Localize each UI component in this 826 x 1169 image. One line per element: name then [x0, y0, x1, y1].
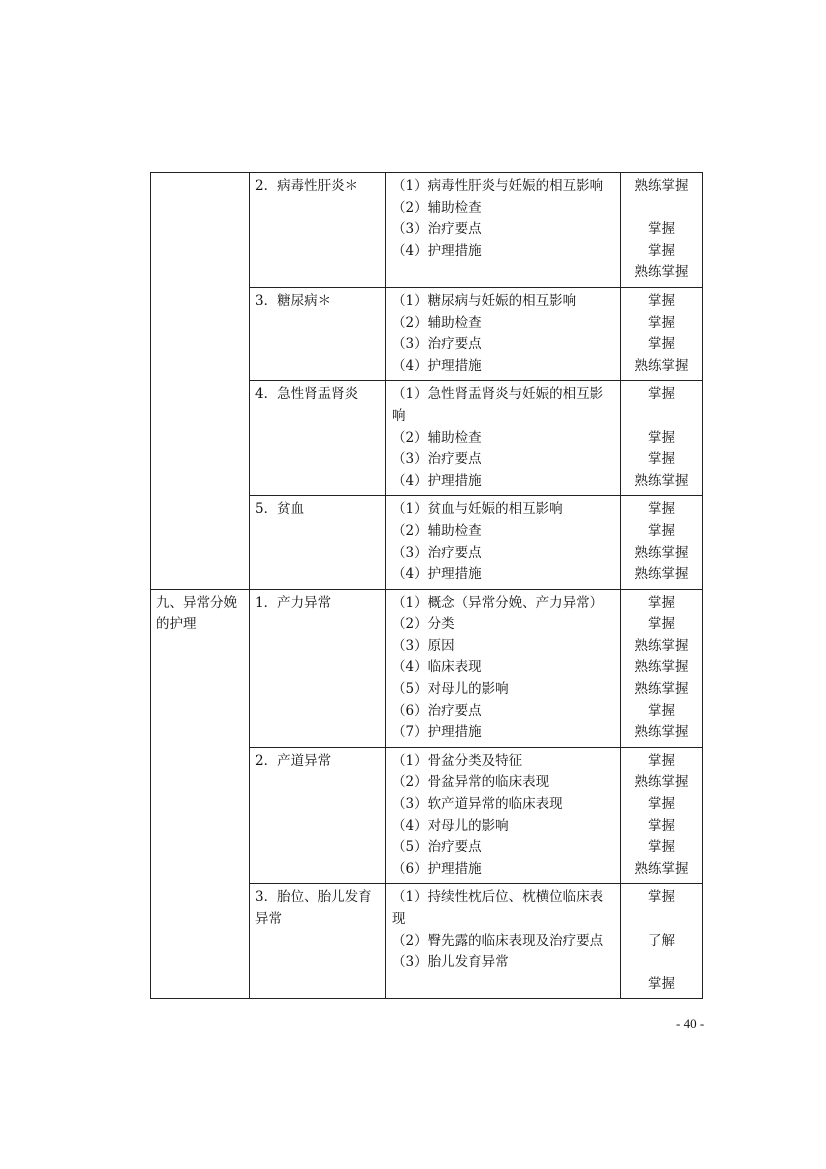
content-item: （3）原因: [392, 637, 455, 654]
table-row: [151, 589, 703, 747]
level-item: 熟练掌握: [634, 659, 689, 676]
content-item: （4）护理措施: [392, 472, 482, 489]
level-item: 熟练掌握: [634, 264, 689, 281]
level-cell: [621, 287, 703, 380]
level-cell: [621, 884, 703, 999]
level-cell: [621, 381, 703, 496]
level-item: 掌握: [648, 796, 675, 813]
level-item: 熟练掌握: [634, 566, 689, 583]
level-item: 掌握: [648, 702, 675, 719]
content-item: （1）概念（异常分娩、产力异常）: [392, 594, 604, 611]
unit-cell: [151, 173, 250, 590]
level-item: 掌握: [648, 501, 675, 518]
level-item: 掌握: [648, 839, 675, 856]
topic-cell: 1．产力异常: [250, 589, 386, 747]
level-item: 熟练掌握: [634, 860, 689, 877]
content-item: （1）急性肾盂肾炎与妊娠的相互影响: [392, 386, 604, 424]
level-item: 掌握: [648, 451, 675, 468]
level-item: 掌握: [648, 817, 675, 834]
level-item: 熟练掌握: [634, 681, 689, 698]
content-cell: [386, 589, 621, 747]
content-cell: [386, 287, 621, 380]
level-item: 掌握: [648, 975, 675, 992]
content-item: （2）分类: [392, 616, 455, 633]
level-item: 掌握: [648, 752, 675, 769]
level-cell: [621, 496, 703, 589]
level-item: 掌握: [648, 616, 675, 633]
level-item: 熟练掌握: [634, 774, 689, 791]
level-item: 掌握: [648, 314, 675, 331]
unit-cell: 九、异常分娩的护理: [151, 589, 250, 999]
content-item: （4）护理措施: [392, 357, 482, 374]
content-item: （3）治疗要点: [392, 544, 482, 561]
level-item: 掌握: [648, 386, 675, 403]
content-item: （5）对母儿的影响: [392, 681, 509, 698]
topic-cell: 3．糖尿病＊: [250, 287, 386, 380]
level-spacer: [623, 909, 700, 931]
level-cell: [621, 589, 703, 747]
level-item: 掌握: [648, 429, 675, 446]
level-item: 掌握: [648, 522, 675, 539]
content-item: （2）辅助检查: [392, 522, 482, 539]
content-item: （3）治疗要点: [392, 336, 482, 353]
topic-cell: 5．贫血: [250, 496, 386, 589]
level-item: 掌握: [648, 594, 675, 611]
topic-cell: 2．病毒性肝炎＊: [250, 173, 386, 288]
level-item: 掌握: [648, 336, 675, 353]
level-spacer: [623, 406, 700, 428]
level-item: 熟练掌握: [634, 472, 689, 489]
content-item: （3）胎儿发育异常: [392, 954, 509, 971]
content-item: （2）臀先露的临床表现及治疗要点: [392, 932, 604, 949]
topic-cell: 3．胎位、胎儿发育异常: [250, 884, 386, 999]
content-cell: [386, 381, 621, 496]
level-item: 熟练掌握: [634, 637, 689, 654]
content-item: （7）护理措施: [392, 724, 482, 741]
level-item: 熟练掌握: [634, 724, 689, 741]
content-item: （6）治疗要点: [392, 702, 482, 719]
level-item: 熟练掌握: [634, 178, 689, 194]
content-item: （4）护理措施: [392, 242, 482, 259]
level-item: 熟练掌握: [634, 357, 689, 374]
content-item: （2）辅助检查: [392, 429, 482, 446]
content-item: （2）骨盆异常的临床表现: [392, 774, 550, 791]
table-row: [151, 173, 703, 288]
content-item: （4）临床表现: [392, 659, 482, 676]
content-cell: [386, 173, 621, 288]
content-item: （1）持续性枕后位、枕横位临床表现: [392, 889, 604, 927]
level-item: 掌握: [648, 292, 675, 309]
page-number: - 40 -: [676, 1016, 705, 1031]
content-item: （6）护理措施: [392, 860, 482, 877]
level-item: 掌握: [648, 221, 675, 238]
content-item: （4）护理措施: [392, 566, 482, 583]
content-item: （2）辅助检查: [392, 199, 482, 216]
level-spacer: [623, 952, 700, 974]
content-cell: [386, 884, 621, 999]
content-item: （5）治疗要点: [392, 839, 482, 856]
content-item: （3）治疗要点: [392, 221, 482, 238]
content-item: （1）骨盆分类及特征: [392, 752, 523, 769]
syllabus-table-body: [151, 173, 703, 999]
content-item: （3）治疗要点: [392, 451, 482, 468]
topic-cell: 2．产道异常: [250, 747, 386, 884]
level-cell: [621, 747, 703, 884]
level-item: 掌握: [648, 889, 675, 906]
level-item: 掌握: [648, 242, 675, 259]
level-item: 熟练掌握: [634, 544, 689, 561]
content-item: （2）辅助检查: [392, 314, 482, 331]
level-cell: [621, 173, 703, 288]
topic-cell: 4．急性肾盂肾炎: [250, 381, 386, 496]
content-item: （1）贫血与妊娠的相互影响: [392, 501, 563, 518]
content-item: （3）软产道异常的临床表现: [392, 796, 563, 813]
content-item: （1）病毒性肝炎与妊娠的相互影响: [392, 178, 604, 194]
content-cell: [386, 747, 621, 884]
content-cell: [386, 496, 621, 589]
level-item: 了解: [648, 932, 675, 949]
level-spacer: [623, 198, 700, 220]
content-item: （1）糖尿病与妊娠的相互影响: [392, 292, 577, 309]
syllabus-table: [150, 172, 703, 999]
content-item: （4）对母儿的影响: [392, 817, 509, 834]
